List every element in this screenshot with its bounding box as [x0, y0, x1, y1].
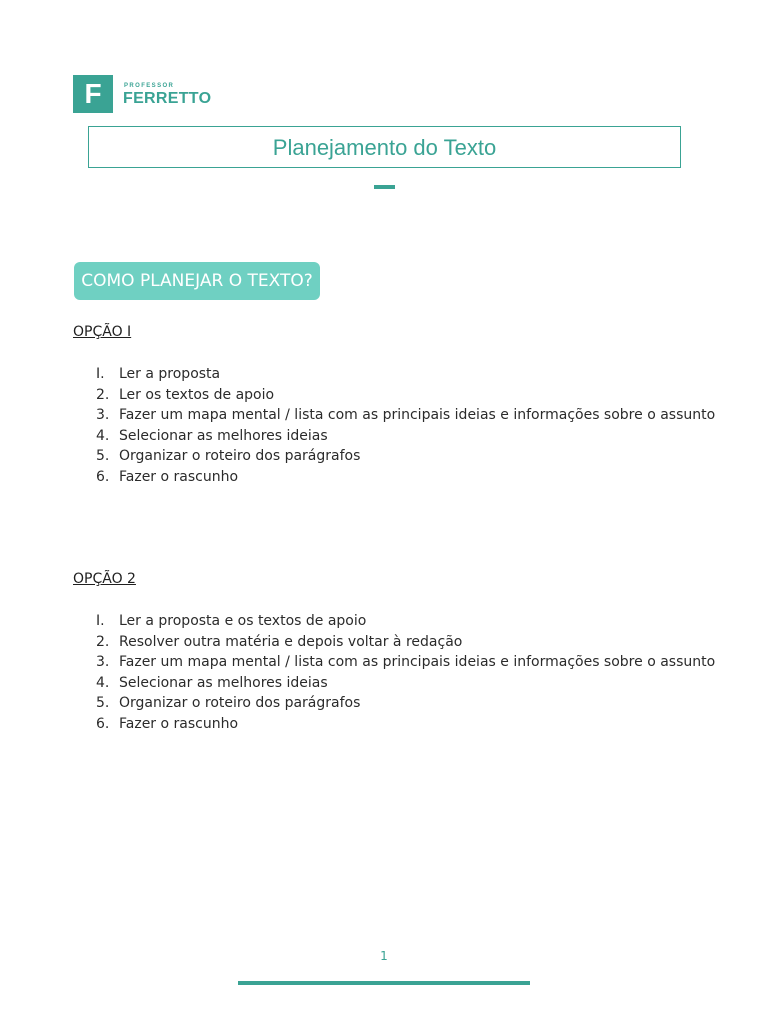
list-item	[73, 405, 716, 426]
list-item-number: 2.	[96, 633, 110, 650]
list-item	[73, 426, 713, 447]
list-item-number: 2.	[96, 386, 110, 403]
list-item-number: 3.	[96, 654, 110, 671]
brand-logo	[73, 75, 223, 115]
logo-letter: F	[84, 78, 102, 109]
list-item-text: Ler a proposta e os textos de apoio	[119, 613, 367, 629]
option-1-title: OPÇÃO I	[73, 324, 132, 340]
list-item	[73, 467, 713, 488]
option-2-list	[73, 611, 716, 735]
list-item	[73, 652, 716, 673]
list-item-text: Selecionar as melhores ideias	[119, 674, 328, 691]
list-item-number: 4.	[96, 427, 110, 444]
list-item-number: I.	[96, 366, 105, 382]
list-item	[73, 611, 713, 632]
list-item	[73, 446, 713, 467]
list-item	[73, 673, 713, 694]
list-item-text: Organizar o roteiro dos parágrafos	[119, 695, 361, 712]
footer-rule	[238, 981, 530, 985]
page-title: Planejamento do Texto	[88, 126, 681, 168]
list-item	[73, 714, 713, 735]
list-item-text: Ler os textos de apoio	[119, 386, 275, 403]
option-2-title: OPÇÃO 2	[73, 571, 136, 587]
logo-small-text: PROFESSOR	[124, 83, 175, 89]
list-item-text: Fazer um mapa mental / lista com as principais ideias e informações sobre o assunto	[119, 407, 716, 424]
list-item-text: Fazer o rascunho	[119, 468, 239, 485]
list-item-number: 5.	[96, 695, 110, 712]
list-item-number: 3.	[96, 407, 110, 424]
list-item-text: Selecionar as melhores ideias	[119, 427, 328, 444]
page-number: 1	[380, 949, 388, 963]
title-divider	[374, 185, 395, 189]
logo-mark	[73, 75, 113, 113]
list-item	[73, 364, 713, 385]
list-item-text: Resolver outra matéria e depois voltar à redação	[119, 633, 463, 650]
list-item-number: 4.	[96, 674, 110, 691]
list-item	[73, 632, 713, 653]
list-item-text: Organizar o roteiro dos parágrafos	[119, 448, 361, 465]
list-item-number: 6.	[96, 715, 110, 732]
list-item	[73, 693, 713, 714]
list-item	[73, 385, 713, 406]
list-item-number: 5.	[96, 448, 110, 465]
section-banner: COMO PLANEJAR O TEXTO?	[74, 262, 320, 300]
list-item-text: Fazer o rascunho	[119, 715, 239, 732]
list-item-number: 6.	[96, 468, 110, 485]
list-item-text: Ler a proposta	[119, 366, 221, 382]
list-item-number: I.	[96, 613, 105, 629]
list-item-text: Fazer um mapa mental / lista com as principais ideias e informações sobre o assunto	[119, 654, 716, 671]
option-1-list	[73, 364, 716, 488]
logo-brand-name: FERRETTO	[123, 90, 212, 107]
